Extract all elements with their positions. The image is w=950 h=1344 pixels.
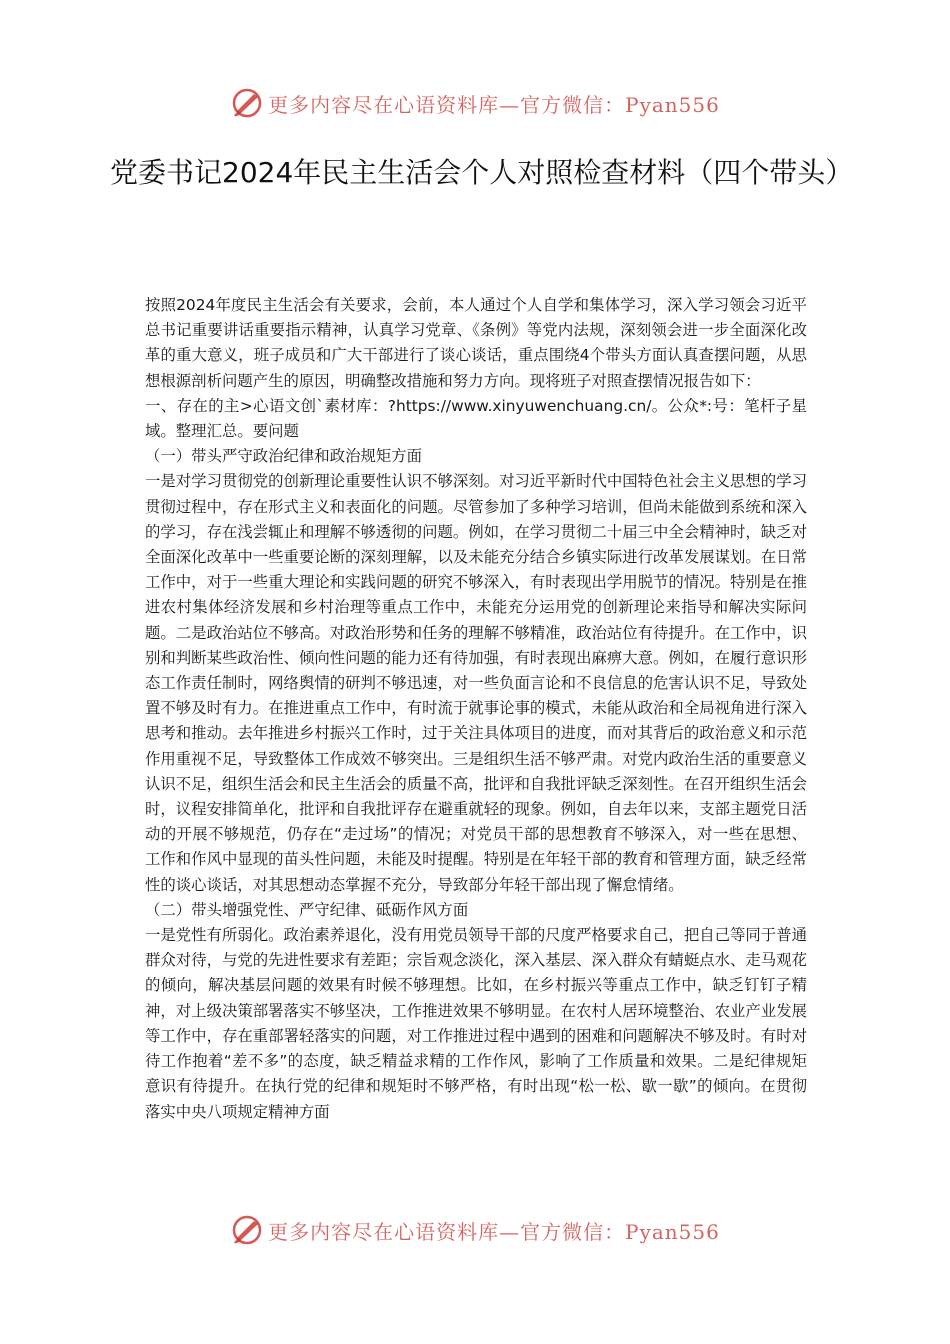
brush-logo-icon (230, 86, 264, 120)
subsection-heading: （二）带头增强党性、严守纪律、砥砺作风方面 (145, 900, 469, 919)
subsection-heading: （一）带头严守政治纪律和政治规矩方面 (145, 447, 423, 466)
watermark-banner-bottom (0, 1210, 950, 1250)
document-body (145, 293, 807, 1125)
body-paragraph: 一是对学习贯彻党的创新理论重要性认识不够深刻。对习近平新时代中国特色社会主义思想的学习贯彻过程中，存在形式主义和表面化的问题。尽管参加了多种学习培训，但尚未能做到系统和深入的学习，存在浅尝辄止和理解不够透彻的问题。例如，在学习贯彻二十届三中全会精神时，缺乏对全面深化改革中一些重要论断的深刻理解，以及未能充分结合乡镇实际进行改革发展谋划。在日常工作中，对于一些重大理论和实践问题的研究不够深入，有时表现出学用脱节的情况。特别是在推进农村集体经济发展和乡村治理等重点工作中，未能充分运用党的创新理论来指导和解决实际问题。二是政治站位不够高。对政治形势和任务的理解不够精准，政治站位有待提升。在工作中，识别和判断某些政治性、倾向性问题的能力还有待加强，有时表现出麻痹大意。例如，在履行意识形态工作责任制时，网络舆情的研判不够迅速，对一些负面言论和不良信息的危害认识不足，导致处置不够及时有力。在推进重点工作中，有时流于就事论事的模式，未能从政治和全局视角进行深入思考和推动。去年推进乡村振兴工作时，过于关注具体项目的进度，而对其背后的政治意义和示范作用重视不足，导致整体工作成效不够突出。三是组织生活不够严肃。对党内政治生活的重要意义认识不足，组织生活会和民主生活会的质量不高，批评和自我批评缺乏深刻性。在召开组织生活会时，议程安排简单化，批评和自我批评存在避重就轻的现象。例如，自去年以来，支部主题党日活动的开展不够规范，仍存在“走过场”的情况；对党员干部的思想教育不够深入，对一些在思想、工作和作风中显现的苗头性问题，未能及时提醒。特别是在年轻干部的教育和管理方面，缺乏经常性的谈心谈话，对其思想动态掌握不充分，导致部分年轻干部出现了懈怠情绪。 (145, 472, 807, 894)
watermark-text: 更多内容尽在心语资料库—官方微信：Pyan556 (268, 1219, 720, 1244)
document-title: 党委书记2024年民主生活会个人对照检查材料（四个带头） (110, 156, 854, 189)
intro-paragraph: 按照2024年度民主生活会有关要求，会前，本人通过个人自学和集体学习，深入学习领会习近平总书记重要讲话重要指示精神，认真学习党章、《条例》等党内法规，深刻领会进一步全面深化改革的重大意义，班子成员和广大干部进行了谈心谈话，重点围绕4个带头方面认真查摆问题，从思想根源剖析问题产生的原因，明确整改措施和努力方向。现将班子对照查摆情况报告如下： (145, 296, 807, 390)
watermark-text: 更多内容尽在心语资料库—官方微信：Pyan556 (268, 92, 720, 117)
watermark-banner-top (0, 83, 950, 123)
body-paragraph: 一是党性有所弱化。政治素养退化，没有用党员领导干部的尺度严格要求自己，把自己等同于普通群众对待，与党的先进性要求有差距；宗旨观念淡化，深入基层、深入群众有蜻蜓点水、走马观花的倾向，解决基层问题的效果有时候不够理想。比如，在乡村振兴等重点工作中，缺乏钉钉子精神，对上级决策部署落实不够坚决，工作推进效果不够明显。在农村人居环境整治、农业产业发展等工作中，存在重部署轻落实的问题，对工作推进过程中遇到的困难和问题解决不够及时。有时对待工作抱着“差不多”的态度，缺乏精益求精的工作作风，影响了工作质量和效果。二是纪律规矩意识有待提升。在执行党的纪律和规矩时不够严格，有时出现“松一松、歇一歇”的倾向。在贯彻落实中央八项规定精神方面 (145, 926, 807, 1121)
brush-logo-icon (230, 1213, 264, 1247)
section-heading: 一、存在的主>心语文创`素材库：?https://www.xinyuwenchuang.cn/。公众*:号：笔杆子星域。整理汇总。要问题 (145, 396, 807, 441)
